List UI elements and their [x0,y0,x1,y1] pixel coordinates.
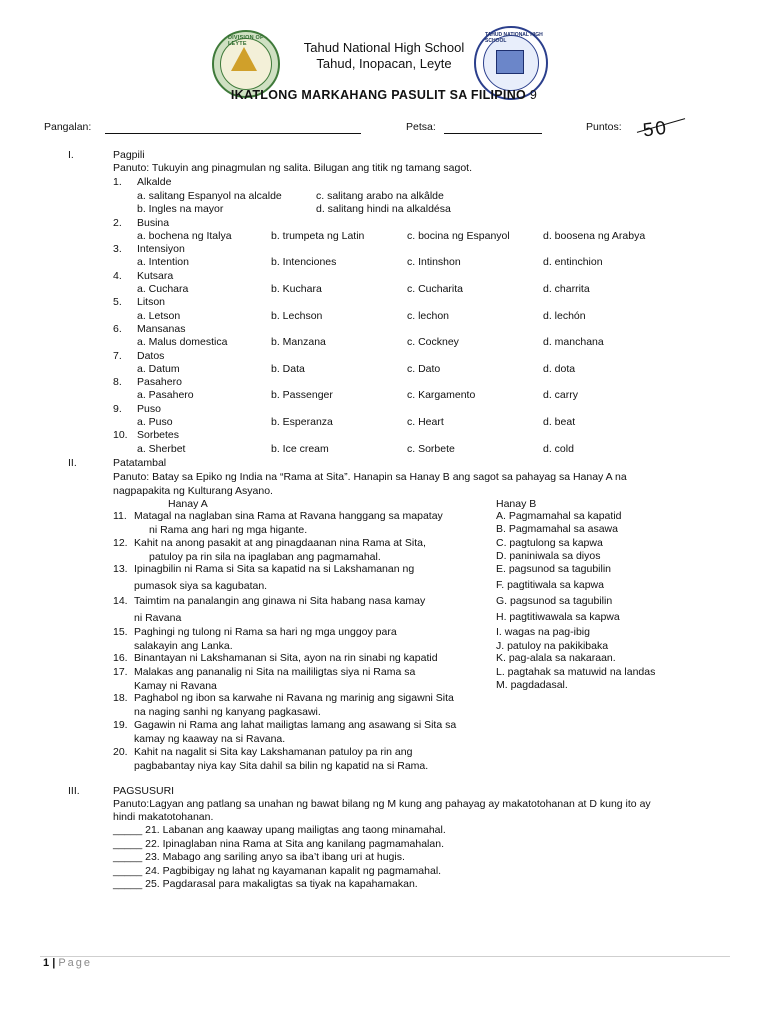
section-1-instruction: Panuto: Tukuyin ang pinagmulan ng salita. Bilugan ang titik ng tamang sagot. [113,162,472,174]
matching-choice: D. paniniwala sa diyos [496,550,601,562]
footer-separator: | [52,957,56,969]
matching-item-number: 15. [113,626,128,638]
matching-item-text-cont: ni Rama ang hari ng mga higante. [149,523,308,536]
question-number: 6. [113,322,122,335]
matching-item-number: 18. [113,692,128,704]
option-d[interactable]: d. entinchion [543,256,603,269]
school-name: Tahud National High School [303,40,465,55]
question-word: Alkalde [137,176,172,188]
option-c[interactable]: c. Heart [407,416,444,428]
question-number: 4. [113,269,122,282]
right-seal-text: TAHUD NATIONAL HIGH SCHOOL [485,32,543,44]
question-word: Sorbetes [137,429,180,442]
matching-item-number: 12. [113,537,128,549]
question-word: Litson [137,296,166,309]
option-c[interactable]: c. salitang arabo na alkâlde [316,189,444,202]
matching-item-text: Paghabol ng ibon sa karwahe ni Ravana ng marinig ang sigawni Sita [134,692,454,704]
matching-item-text-cont: na naging sanhi ng kanyang pagkasawi. [134,705,321,718]
column-b-header: Hanay B [496,498,537,510]
matching-item-text-cont: ni Ravana [134,612,182,624]
column-a-header: Hanay A [168,498,208,510]
page-footer [43,957,92,969]
question-number: 9. [113,402,122,415]
option-a[interactable]: a. Sherbet [137,442,186,455]
option-a[interactable]: a. Datum [137,362,180,375]
matching-item-text: Kahit na nagalit si Sita kay Lakshamanan patuloy pa rin ang [134,746,413,758]
option-b[interactable]: b. Intenciones [271,256,337,269]
question-number: 10. [113,429,128,442]
option-a[interactable]: a. bochena ng Italya [137,229,232,242]
section-1-title: Pagpili [113,149,145,161]
option-b[interactable]: b. Lechson [271,309,323,322]
true-false-item[interactable]: _____ 22. Ipinaglaban nina Rama at Sita ang kanilang pagmamahalan. [113,837,444,850]
question-word: Busina [137,216,170,229]
question-number: 5. [113,296,122,309]
matching-item-text-cont: pagbabantay niya kay Sita dahil sa bilin ng kapatid na si Rama. [134,759,429,772]
true-false-item[interactable]: _____ 23. Mabago ang sariling anyo sa iba’t ibang uri at hugis. [113,851,405,864]
page-number: 1 [43,957,50,969]
matching-choice: A. Pagmamahal sa kapatid [496,510,622,522]
section-3-title: PAGSUSURI [113,785,175,797]
option-d[interactable]: d. lechón [543,309,586,322]
true-false-item[interactable]: _____ 25. Pagdarasal para makaligtas sa tiyak na kapahamakan. [113,878,418,891]
matching-choice: E. pagsunod sa tagubilin [496,563,612,575]
section-3-number: III. [68,785,80,797]
question-number: 7. [113,349,122,362]
option-d[interactable]: d. dota [543,362,576,375]
option-d[interactable]: d. boosena ng Arabya [543,229,646,242]
matching-item-number: 19. [113,719,128,731]
question-number: 1. [113,176,122,188]
matching-item-text: Ipinagbilin ni Rama si Sita sa kapatid na si Lakshamanan ng [134,563,415,575]
option-c[interactable]: c. Kargamento [407,389,476,402]
footer-divider [40,956,730,957]
exam-title-text: IKATLONG MARKAHANG PASULIT SA FILIPINO [230,88,527,102]
section-3-instruction-line-2: hindi makatotohanan. [113,811,214,823]
option-b[interactable]: b. trumpeta ng Latin [271,229,365,242]
option-c[interactable]: c. bocina ng Espanyol [407,229,510,242]
option-d[interactable]: d. charrita [543,283,590,295]
section-2-number: II. [68,457,77,469]
option-c[interactable]: c. Intinshon [407,256,461,269]
option-b[interactable]: b. Kuchara [271,283,322,295]
section-2-instruction-line-1: Panuto: Batay sa Epiko ng India na “Rama at Sita”. Hanapin sa Hanay B ang sagot sa pahayag sa Hanay A na [113,471,627,483]
question-word: Puso [137,402,161,415]
option-b[interactable]: b. Passenger [271,389,333,402]
option-a[interactable]: a. Pasahero [137,389,194,402]
section-2-title: Patatambal [113,457,167,469]
matching-item-number: 13. [113,563,128,575]
matching-item-text: Taimtim na panalangin ang ginawa ni Sita habang nasa kamay [134,595,426,607]
true-false-item[interactable]: _____ 21. Labanan ang kaaway upang mailigtas ang taong minamahal. [113,824,446,836]
option-b[interactable]: b. Manzana [271,336,326,349]
true-false-item[interactable]: _____ 24. Pagbibigay ng lahat ng kayamanan kapalit ng pagmamahal. [113,864,442,877]
option-a[interactable]: a. Malus domestica [137,336,228,349]
section-1-number: I. [68,149,74,161]
option-c[interactable]: c. lechon [407,309,450,322]
option-b[interactable]: b. Data [271,362,305,375]
section-3-instruction-line-1: Panuto:Lagyan ang patlang sa unahan ng bawat bilang ng M kung ang pahayag ay makatotohanan at D kung ito ay [113,798,651,810]
option-d[interactable]: d. beat [543,416,576,428]
score-total: 50 [641,117,670,142]
date-field[interactable] [444,133,542,134]
name-field[interactable] [105,133,361,134]
left-seal-text: DIVISION OF LEYTE [228,35,264,47]
matching-choice: C. pagtulong sa kapwa [496,537,603,549]
option-a[interactable]: a. Puso [137,416,173,428]
matching-item-text: Malakas ang pananalig ni Sita na maililigtas siya ni Rama sa [134,666,416,678]
question-word: Kutsara [137,269,174,282]
matching-item-text: Gagawin ni Rama ang lahat mailigtas lamang ang asawang si Sita sa [134,719,457,731]
option-c[interactable]: c. Sorbete [407,442,455,455]
matching-item-text: Kahit na anong pasakit at ang pinagdaanan nina Rama at Sita, [134,537,426,549]
option-a[interactable]: a. Cuchara [137,283,189,295]
option-b[interactable]: b. Esperanza [271,416,333,428]
matching-choice: F. pagtitiwala sa kapwa [496,579,604,591]
page-word: Page [58,957,93,969]
question-word: Pasahero [137,376,182,389]
matching-choice: G. pagsunod sa tagubilin [496,595,613,607]
matching-item-number: 11. [113,510,127,522]
question-word: Intensiyon [137,243,185,256]
matching-item-text: Paghingi ng tulong ni Rama sa hari ng mga unggoy para [134,626,397,638]
option-c[interactable]: c. Cockney [407,336,459,349]
matching-choice: B. Pagmamahal sa asawa [496,523,618,535]
option-a[interactable]: a. Intention [137,256,189,269]
question-number: 2. [113,216,122,229]
matching-item-text: Matagal na naglaban sina Rama at Ravana hanggang sa mapatay [134,510,443,522]
matching-item-number: 20. [113,746,128,758]
option-b[interactable]: b. Ice cream [271,442,329,455]
school-address: Tahud, Inopacan, Leyte [316,56,452,71]
option-d[interactable]: d. cold [543,442,574,455]
question-word: Datos [137,349,165,362]
matching-item-number: 14. [113,595,128,607]
option-a[interactable]: a. salitang Espanyol na alcalde [137,189,282,202]
option-a[interactable]: a. Letson [137,309,181,322]
option-c[interactable]: c. Cucharita [407,283,464,295]
date-label: Petsa: [406,121,436,133]
option-b[interactable]: b. Ingles na mayor [137,203,224,215]
matching-item-text-cont: pumasok siya sa kagubatan. [134,580,268,592]
exam-title [0,88,768,102]
matching-item-number: 17. [113,666,128,678]
option-d[interactable]: d. carry [543,389,579,402]
section-2-instruction-line-2: nagpapakita ng Kulturang Asyano. [113,485,273,497]
matching-item-text-cont: salakayin ang Lanka. [134,639,233,652]
matching-choice: J. patuloy na pakikibaka [496,640,609,652]
option-c[interactable]: c. Dato [407,362,441,375]
matching-item-number: 16. [113,652,128,664]
name-label: Pangalan: [44,121,92,133]
matching-choice: H. pagtitiwawala sa kapwa [496,611,620,623]
matching-choice: I. wagas na pag-ibig [496,626,590,638]
matching-item-text: Binantayan ni Lakshamanan si Sita, ayon na rin sinabi ng kapatid [134,652,438,664]
question-number: 8. [113,376,122,389]
question-number: 3. [113,243,122,256]
score-label: Puntos: [586,121,622,133]
question-word: Mansanas [137,322,186,335]
option-d[interactable]: d. manchana [543,336,604,349]
option-d[interactable]: d. salitang hindi na alkaldésa [316,203,451,215]
matching-item-text-cont: Kamay ni Ravana [134,679,217,692]
matching-choice: K. pag-alala sa nakaraan. [496,652,616,664]
matching-choice: L. pagtahak sa matuwid na landas [496,666,656,678]
matching-item-text-cont: kamay ng kaaway na si Ravana. [134,732,286,745]
exam-grade: 9 [529,88,538,102]
matching-choice: M. pagdadasal. [496,679,568,691]
matching-item-text-cont: patuloy pa rin sila na ipaglaban ang pagmamahal. [149,550,381,563]
